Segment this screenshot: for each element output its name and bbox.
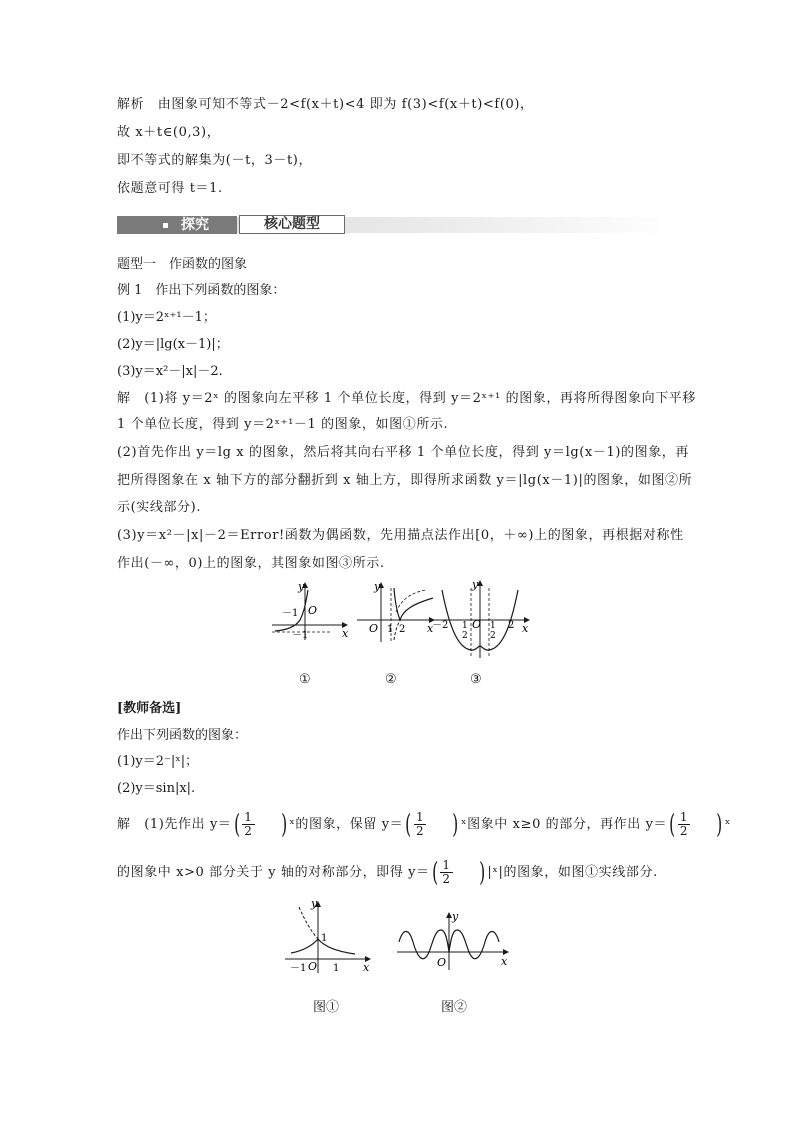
y-label: y: [472, 578, 479, 591]
tick-minus1-x: －1: [282, 608, 299, 619]
y-label: y: [452, 910, 459, 923]
solution-line-4: 依题意可得 t＝1.: [117, 181, 223, 196]
frac-den: 2: [244, 824, 253, 838]
origin-label: O: [308, 960, 318, 973]
frac-den: 2: [679, 824, 689, 838]
x-label: x: [501, 955, 508, 968]
section-banner: [117, 213, 677, 237]
section-tag-explore: [117, 216, 237, 234]
fraction-half: [678, 811, 690, 838]
origin-label: O: [369, 622, 379, 635]
tick-half-num: 1: [490, 621, 496, 631]
example-heading: 例 1 作出下列函数的图象：: [117, 283, 286, 298]
origin-label: O: [472, 618, 482, 631]
paren-left: (: [233, 809, 241, 840]
teacher-solution-line-a: [117, 810, 731, 840]
teacher-figure-2-caption: 图②: [441, 1000, 468, 1015]
solution-2-line-b: 把所得图象在 x 轴下方的部分翻折到 x 轴上方，即得所求函数 y＝|lg(x－1)|的图象，如图②所: [117, 473, 693, 488]
teacher-solution-line-b: [117, 858, 658, 888]
y-label: y: [311, 897, 318, 910]
example-item-1: (1)y＝2ˣ⁺¹－1；: [117, 310, 216, 325]
type-heading: 题型一 作函数的图象: [117, 257, 248, 272]
frac-num: 1: [679, 810, 689, 824]
tick-1-x: 1: [333, 963, 340, 974]
solution-1-line-a: 解 (1)将 y＝2ˣ 的图象向左平移 1 个单位长度，得到 y＝2ˣ⁺¹ 的图象，再将所得图象向下平移: [117, 391, 697, 406]
paren-right: ): [280, 809, 288, 840]
solution-3-line-a: (3)y＝x²－|x|－2＝Error!函数为偶函数，先用描点法作出[0，＋∞)上的图象，再根据对称性: [117, 528, 684, 543]
x-label: x: [522, 622, 529, 635]
figure-3-graph: [432, 576, 532, 662]
paren-right: ): [716, 809, 723, 840]
example-item-3: (3)y＝x²－|x|－2.: [117, 364, 223, 379]
fraction-half: [242, 811, 254, 838]
x-label: x: [342, 627, 349, 640]
section-tag-core: 核心题型: [239, 215, 345, 234]
teacher-prompt: 作出下列函数的图象：: [117, 728, 248, 743]
sol-b-part2: |ˣ|的图象，如图①实线部分.: [487, 865, 658, 880]
paren-right: ): [452, 809, 459, 840]
frac-den: 2: [442, 872, 451, 886]
solution-line-2: 故 x＋t∈(0,3)，: [117, 125, 221, 140]
tick-1: 1: [387, 624, 394, 635]
tick-minus-half-den: 2: [462, 631, 468, 641]
fraction-half: [440, 859, 452, 886]
sol-a-part2: ˣ的图象，保留 y＝: [289, 817, 404, 832]
tick-2: 2: [399, 624, 406, 635]
figure-1-caption: ①: [299, 672, 311, 687]
x-label: x: [363, 961, 370, 974]
section-tag-explore-label: 探究: [181, 217, 209, 233]
tick-half-den: 2: [490, 631, 496, 641]
origin-label: O: [437, 956, 447, 969]
figure-1-graph: [270, 580, 350, 642]
tick-minus1-y: －1: [292, 630, 309, 641]
figure-2-caption: ②: [385, 672, 397, 687]
solution-line-3: 即不等式的解集为(－t，3－t)，: [117, 153, 313, 168]
teacher-tag: [教师备选]: [117, 701, 182, 716]
figure-2-graph: [355, 580, 437, 642]
sol-a-part4: ˣ: [724, 817, 732, 832]
frac-num: 1: [244, 810, 253, 824]
sol-a-part1: 解 (1)先作出 y＝: [117, 817, 232, 832]
frac-den: 2: [416, 824, 425, 838]
x-label: x: [427, 622, 434, 635]
paren-right: ): [478, 857, 486, 888]
y-label: y: [298, 580, 305, 593]
paren-left: (: [431, 857, 439, 888]
solution-2-line-a: (2)首先作出 y＝lg x 的图象，然后将其向右平移 1 个单位长度，得到 y＝lg(x－1)的图象，再: [117, 445, 690, 460]
solution-3-line-b: 作出(－∞，0)上的图象，其图象如图③所示.: [117, 556, 385, 571]
figure-3-caption: ③: [470, 672, 482, 687]
solution-2-line-c: 示(实线部分).: [117, 500, 202, 515]
curve-aux-dashed: [299, 907, 318, 939]
y-label: y: [374, 580, 381, 593]
curve-abs-lg-solid: [394, 588, 433, 620]
solution-1-line-b: 1 个单位长度，得到 y＝2ˣ⁺¹－1 的图象，如图①所示.: [117, 417, 449, 432]
square-bullet-icon: [163, 223, 168, 228]
fraction-half: [414, 811, 426, 838]
teacher-figure-1-graph: [283, 897, 378, 977]
frac-num: 1: [416, 810, 425, 824]
teacher-figure-1-caption: 图①: [313, 1000, 340, 1015]
sol-a-part3: ˣ图象中 x≥0 的部分，再作出 y＝: [461, 817, 668, 832]
paren-left: (: [669, 809, 676, 840]
frac-num: 1: [442, 858, 451, 872]
origin-label: O: [308, 604, 318, 617]
teacher-item-1: (1)y＝2⁻|ˣ|；: [117, 754, 199, 769]
teacher-figure-2-graph: [395, 910, 515, 972]
solution-line-1: 解析 由图象可知不等式－2<f(x＋t)<4 即为 f(3)<f(x＋t)<f(0)，: [117, 97, 534, 112]
tick-2: 2: [508, 620, 515, 631]
tick-minus2: －2: [432, 620, 449, 631]
sol-b-part1: 的图象中 x>0 部分关于 y 轴的对称部分，即得 y＝: [117, 865, 430, 880]
teacher-item-2: (2)y＝sin|x|.: [117, 781, 196, 796]
example-item-2: (2)y＝|lg(x－1)|；: [117, 337, 229, 352]
tick-minus-half-num: 1: [462, 621, 468, 631]
tick-1-y: 1: [321, 933, 328, 944]
tick-minus1: －1: [290, 963, 307, 974]
paren-left: (: [405, 809, 412, 840]
